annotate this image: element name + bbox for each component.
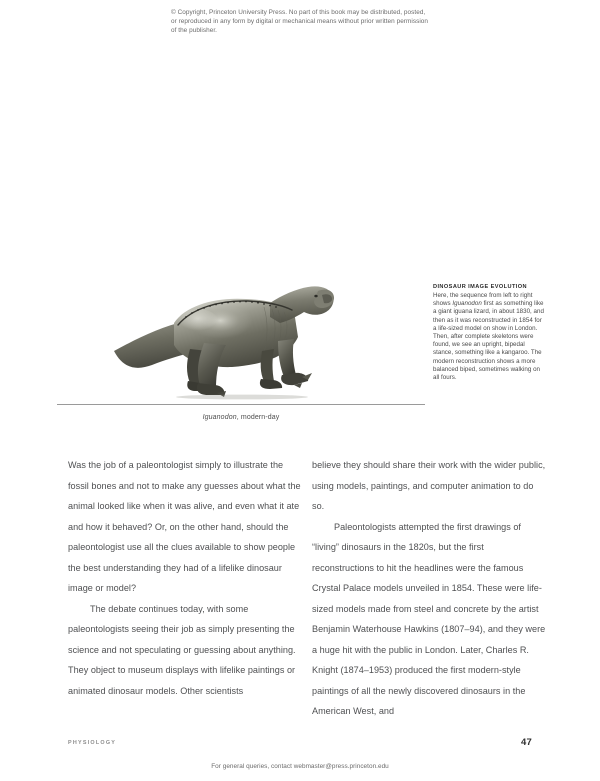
body-column-left: [68, 455, 303, 701]
running-head: PHYSIOLOGY: [68, 740, 117, 746]
body-columns: [0, 455, 600, 715]
sidebar-caption: [433, 283, 545, 382]
body-paragraph-left-1: Was the job of a paleontologist simply to illustrate the fossil bones and not to make any guesses about what the animal looked like when it was alive, and even what it ate and how it behaved? Or, on the other hand, should the paleontologist use all the clues available to show people the best understanding they had of a lifelike dinosaur image or model?: [68, 460, 301, 593]
sidebar-caption-species: Iguanodon: [452, 300, 482, 308]
body-column-right: [312, 455, 547, 722]
body-paragraph-right-2: Paleontologists attempted the first drawings of “living” dinosaurs in the 1820s, but the first reconstructions to hit the headlines were the famous Crystal Palace models unveiled in 1854. These were life-sized models made from steel and concrete by the artist Benjamin Waterhouse Hawkins (1807–94), and they were a huge hit with the public in London. Later, Charles R. Knight (1874–1953) produced the first modern-style paintings of all the newly discovered dinosaurs in the American West, and: [312, 521, 546, 716]
footer-query-note: For general queries, contact webmaster@press.princeton.edu: [211, 763, 389, 770]
sidebar-caption-title: DINOSAUR IMAGE EVOLUTION: [433, 284, 527, 290]
sidebar-caption-text-part2: first as something like a giant iguana lizard, in about 1830, and then as it was reconstructed in 1854 for a life-sized model on show in London. Then, after complete skeletons were found, we see an upright, bipedal stance, something like a kangaroo. The modern reconstruction shows a more balanced biped, sometimes walking on all fours.: [433, 300, 544, 382]
body-paragraph-left-2: The debate continues today, with some paleontologists seeing their job as simply presenting the science and not speculating or guessing about anything. They object to museum displays with lifelike paintings or animated dinosaur models. Other scientists: [68, 603, 296, 696]
figure-caption-species: Iguanodon: [202, 414, 237, 421]
figure-caption: [57, 413, 425, 423]
sidebar-caption-text-part1: Here, the sequence from left to right shows: [433, 292, 533, 308]
figure-divider-rule: [57, 404, 425, 405]
copyright-notice: © Copyright, Princeton University Press. No part of this book may be distributed, posted, or reproduced in any form by digital or mechanical means without prior written permission of the publisher.: [171, 9, 428, 35]
body-paragraph-right-1: believe they should share their work with the wider public, using models, paintings, and computer animation to do so.: [312, 460, 546, 511]
figure-caption-rest: , modern-day: [236, 414, 280, 421]
sidebar-caption-body: [433, 292, 545, 382]
iguanodon-illustration: [112, 279, 337, 402]
page-number: 47: [521, 737, 532, 748]
